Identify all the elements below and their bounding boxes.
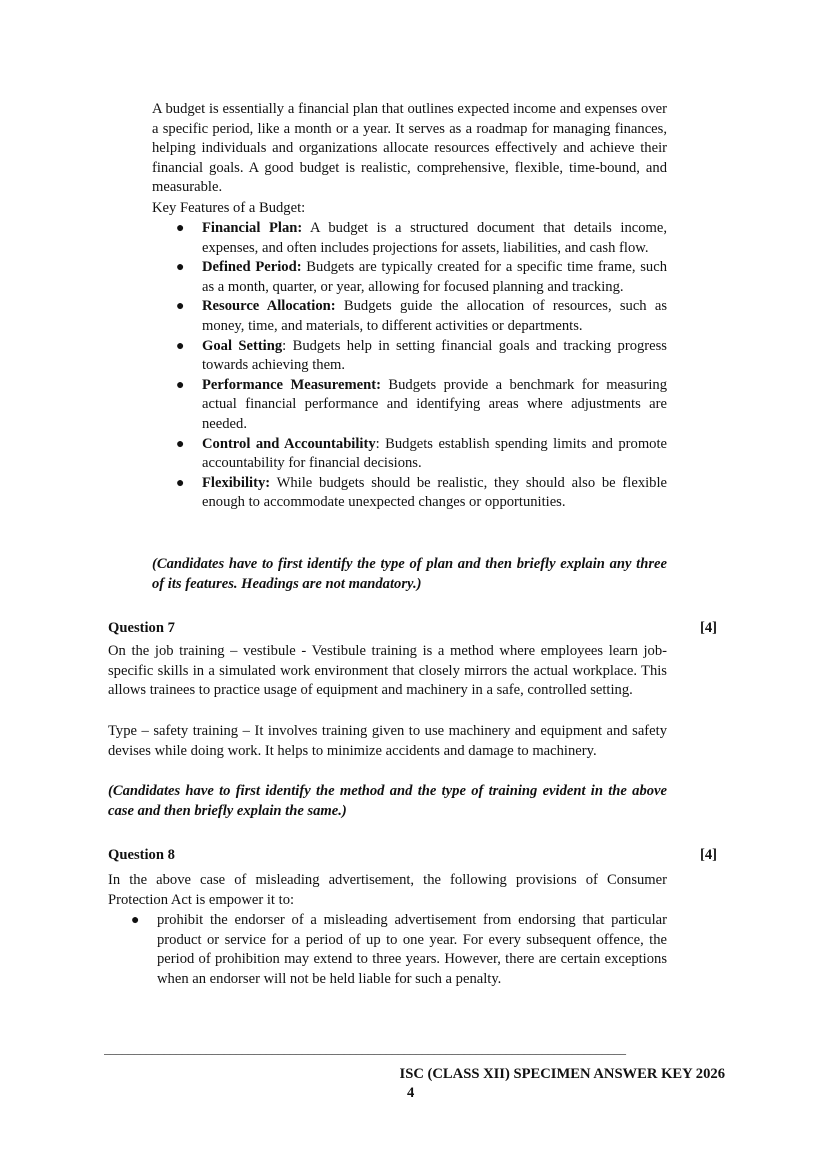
feature-title: Defined Period: [202, 259, 302, 276]
question-8-heading: Question 8 [108, 847, 175, 863]
list-item [176, 337, 667, 376]
feature-title: Goal Setting [202, 337, 283, 354]
feature-text: Budgets provide a benchmark for measuring actual financial performance and identifying areas where adjustments are needed. [202, 376, 667, 432]
list-item [131, 911, 667, 989]
footer-rule: _______________________________________________________________________________________ [104, 1042, 626, 1056]
feature-text: Budgets guide the allocation of resources, such as money, time, and materials, to different activities or departments. [202, 298, 667, 334]
budget-features-list [176, 219, 667, 513]
q7-candidate-note: (Candidates have to first identify the method and the type of training evident in the above case and then briefly explain the same.) [108, 783, 667, 819]
question-7-heading: Question 7 [108, 620, 175, 636]
feature-text: : Budgets help in setting financial goals and tracking progress towards achieving them. [202, 337, 667, 374]
bullet-icon: ● [131, 913, 140, 928]
feature-title: Flexibility: [202, 474, 271, 491]
provision-text: prohibit the endorser of a misleading advertisement from endorsing that particular product or service for a period of up to one year. For every subsequent offence, the period of prohibition may extend to three years. However, there are certain exceptions when an endorser will not be held liable for such a penalty. [157, 912, 667, 987]
feature-title: Performance Measurement: [202, 376, 381, 393]
footer-title: ISC (CLASS XII) SPECIMEN ANSWER KEY 2026 [399, 1066, 725, 1082]
bullet-icon: ● [176, 475, 185, 491]
feature-title: Financial Plan: [202, 220, 303, 236]
bullet-icon: ● [176, 338, 185, 354]
bullet-icon: ● [176, 436, 185, 452]
page-number: 4 [407, 1085, 415, 1101]
q8-paragraph-1: In the above case of misleading advertisement, the following provisions of Consumer Protection Act is empower it to: [108, 872, 667, 908]
q7-paragraph-1: On the job training – vestibule - Vestibule training is a method where employees learn job-specific skills in a simulated work environment that closely mirrors the actual workplace. This allows trainees to practice usage of equipment and machinery in a safe, controlled setting. [108, 643, 667, 699]
feature-title: Resource Allocation: [202, 298, 336, 315]
list-item [176, 297, 667, 336]
list-item [176, 376, 667, 435]
bullet-icon: ● [176, 377, 185, 393]
feature-text: While budgets should be realistic, they should also be flexible enough to accommodate unexpected changes or opportunities. [202, 474, 667, 511]
q6-candidate-note: (Candidates have to first identify the type of plan and then briefly explain any three of its features. Headings are not mandatory.) [152, 556, 667, 592]
list-item [176, 435, 667, 474]
list-item [176, 258, 667, 297]
q7-paragraph-2: Type – safety training – It involves training given to use machinery and equipment and safety devises while doing work. It helps to minimize accidents and damage to machinery. [108, 723, 667, 759]
budget-intro-paragraph: A budget is essentially a financial plan that outlines expected income and expenses over a specific period, like a month or a year. It serves as a roadmap for managing finances, helping individuals and organizations allocate resources effectively and achieve their financial goals. A good budget is realistic, comprehensive, flexible, time-bound, and measurable. [152, 101, 667, 196]
list-item [176, 219, 667, 258]
q8-provisions-list [131, 911, 667, 989]
bullet-icon: ● [176, 221, 185, 236]
list-item [176, 474, 667, 513]
feature-text: A budget is a structured document that details income, expenses, and often includes projections for assets, liabilities, and cash flow. [202, 220, 667, 256]
bullet-icon: ● [176, 299, 185, 315]
question-7-marks: [4] [699, 620, 717, 636]
question-8-marks: [4] [699, 847, 717, 863]
feature-text: : Budgets establish spending limits and promote accountability for financial decisions. [202, 435, 667, 472]
bullet-icon: ● [176, 260, 185, 276]
key-features-heading: Key Features of a Budget: [152, 200, 306, 216]
feature-title: Control and Accountability [202, 435, 376, 452]
feature-text: Budgets are typically created for a specific time frame, such as a month, quarter, or year, allowing for focused planning and tracking. [202, 259, 667, 295]
